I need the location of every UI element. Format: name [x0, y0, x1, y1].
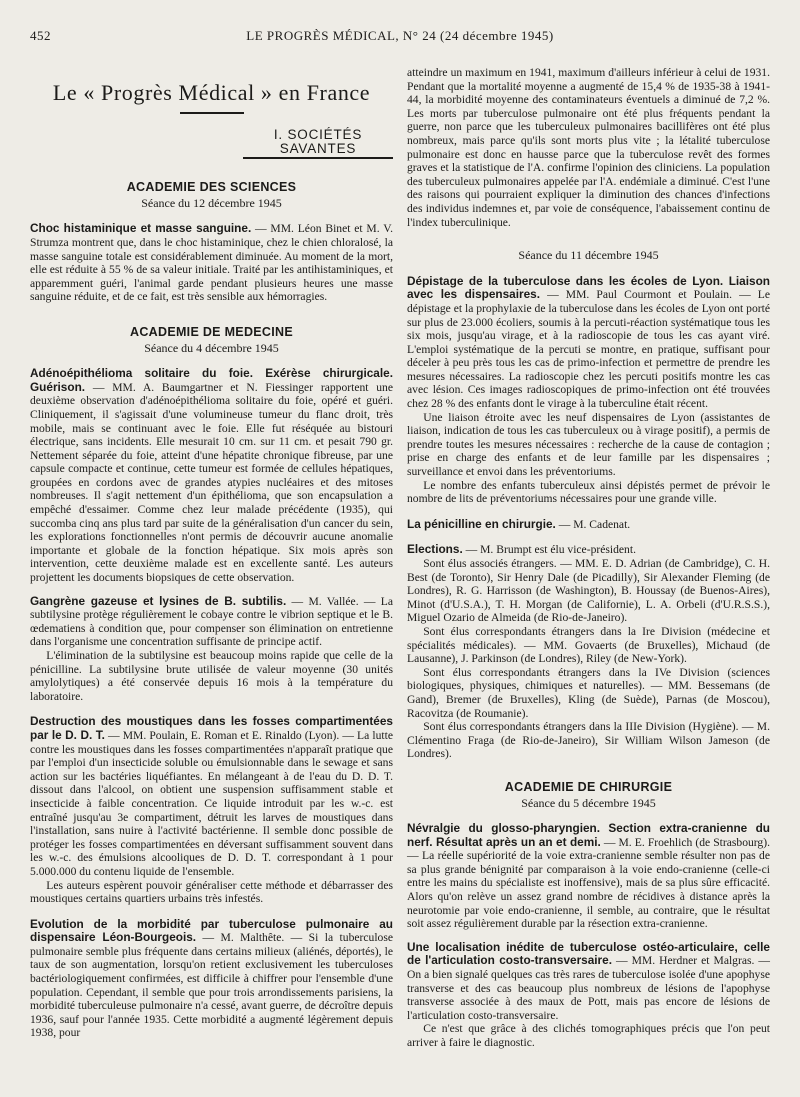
left-column — [30, 72, 393, 1040]
article-title: Destruction des moustiques dans les fosses compartimentées par le D. D. T. — [30, 714, 393, 742]
article-title: Dépistage de la tuberculose dans les écoles de Lyon. Liaison avec les dispensaires. — [407, 273, 770, 302]
article-title: Une localisation inédite de tuberculose ostéo-articulaire, celle de l'articulation costo-transversaire. — [407, 939, 770, 968]
academy-heading: ACADEMIE DE MEDECINE — [130, 324, 293, 339]
article-body: — M. Brumpt est élu vice-président. — [462, 543, 636, 557]
article — [407, 543, 770, 557]
masthead: Le « Progrès Médical » en France — [52, 80, 371, 105]
article — [407, 518, 770, 532]
article — [30, 222, 393, 304]
article-body: — MM. Poulain, E. Roman et E. Rinaldo (Lyon). — La lutte contre les moustiques dans les fosses compartimentées n'apparaît pratique que par l'emploi d'un insecticide soluble ou émulsionnable dans le sewage et sans action sur les bactéries liquéfiantes. En mélangeant à de l'eau du D. D. T. dissout dans l'alcool, on obtient une suspension suffisamment stable et insecticide à faible concentration. Ce liquide introduit par les w.-c. est entraîné jusqu'au 3e compartiment, détruit les larves de moustiques dans l'installation, sans nuire à l'activité bactérienne. Il semble donc possible de protéger les fosses compartimentées en déversant suffisamment souvent dans les w.-c. des émulsions alcooliques de D. D. T. correspondant à 1 pour 5.000.000 du contenu liquide de l'ensemble. — [30, 728, 393, 878]
article-paragraph: Ce n'est que grâce à des clichés tomographiques précis que l'on peut arriver à faire le diagnostic. — [407, 1022, 770, 1049]
article-paragraph: Sont élus correspondants étrangers dans la Ire Division (médecine et spécialités médicales). — MM. Govaerts (de Bruxelles), Michaud (de Lausanne), J. Parkinson (de Londres), Riley (de New-York). — [407, 624, 770, 666]
section-label: I. SOCIÉTÉS SAVANTES — [243, 128, 393, 159]
article-paragraph: Sont élus associés étrangers. — MM. E. D. Adrian (de Cambridge), C. H. Best (de Toronto), Sir Henry Dale (de Picadilly), Sir Alexander Fleming (de Londres), R. G. Harrisson (de Washington), B. Houssay (de Buenos-Aires), Minot (d'U.S.A.), T. H. Morgan (de Californie), L. A. Orbeli (d'U.R.S.S.), Miguel Ozario de Almeida (de Rio-de-Janeiro). — [407, 557, 770, 625]
journal-title: LE PROGRÈS MÉDICAL, N° 24 (24 décembre 1945) — [246, 28, 554, 43]
article — [407, 941, 770, 1023]
article-title: Gangrène gazeuse et lysines de B. subtilis. — [30, 593, 287, 608]
article-body: — M. Malthête. — Si la tuberculose pulmonaire semble plus fréquente dans certains milieux (aliénés, déportés), le taux de son augmentation, lorsqu'on retient exclusivement les tuberculoses bactériologiquement confirmées, est difficile à chiffrer pour l'ensemble d'une population. Cependant, il semble que pour trois arrondissements parisiens, la morbidité tuberculeuse pulmonaire n'a cessé, avant guerre, de décroître depuis 1936, sauf pour l'année 1935. Cette morbidité a augmenté légèrement depuis 1938, pour — [30, 931, 393, 1040]
article-body: — M. Vallée. — La subtilysine protège régulièrement le cobaye contre le vibrion septique et le B. œdematiens à condition que, pour compenser son élimination on entretienne dans l'organisme une concentration suffisante de principe actif. — [30, 594, 393, 649]
article-title: Choc histaminique et masse sanguine. — [30, 221, 252, 236]
article — [30, 367, 393, 585]
article-title: Evolution de la morbidité par tuberculose pulmonaire au dispensaire Léon-Bourgeois. — [30, 916, 393, 945]
article-body: — MM. Léon Binet et M. V. Strumza montrent que, dans le choc histaminique, chez le chien chloralosé, la masse sanguine totale est considérablement diminuée. Au moment de la mort, elle est réduite à 55 % de sa valeur initiale. Traité par les antihistaminiques, et apparemment guéri, l'animal garde pendant plusieurs heures une masse sanguine réduite, et de ce fait, est très sensible aux hémorragies. — [30, 222, 393, 304]
running-header — [30, 28, 770, 46]
article-title: Névralgie du glosso-pharyngien. Section extra-cranienne du nerf. Résultat après un an et demi. — [407, 821, 770, 849]
article-title: La pénicilline en chirurgie. — [407, 516, 556, 531]
article — [30, 918, 393, 1040]
page-number: 452 — [30, 28, 51, 43]
masthead-rule — [180, 112, 244, 114]
article — [407, 275, 770, 411]
article-body: — M. E. Froehlich (de Strasbourg). — La réelle supériorité de la voie extra-cranienne semble résulter non pas de sa plus grande bénignité par comparaison à la voie endo-cranienne (celle-ci entre les mains du spécialiste est inoffensive), mais de sa plus sûre efficacité. Alors qu'on relève un assez grand nombre de récidives à distance après la neurotomie par voie endo-cranienne, il semble, au contraire, que le résultat soit assez régulièrement durable par la résection extra-cranienne. — [407, 835, 770, 931]
article — [407, 822, 770, 931]
article — [30, 715, 393, 878]
academy-heading: ACADEMIE DES SCIENCES — [126, 180, 297, 195]
article-paragraph: Les auteurs espèrent pouvoir généraliser cette méthode et débarrasser des moustiques certains quartiers urbains très infestés. — [30, 878, 393, 906]
section-heading — [30, 128, 393, 159]
article-title: Adénoépithélioma solitaire du foie. Exérèse chirurgicale. Guérison. — [30, 366, 393, 394]
session-date: Séance du 5 décembre 1945 — [521, 795, 656, 810]
article-paragraph: Sont élus correspondants étrangers dans la IIIe Division (Hygiène). — M. Clémentino Fraga (de Rio-de-Janeiro), Sir William Wilson Jameson (de Londres). — [407, 720, 770, 761]
article-body: — M. Cadenat. — [555, 517, 631, 531]
article-title: Elections. — [407, 542, 463, 557]
article-paragraph: Une liaison étroite avec les neuf dispensaires de Lyon (assistantes de liaison, indication de tous les cas tuberculeux ou à virage positif), a permis de prendre toutes les mesures nécessaires : recherche de la cause de contagion ; prise en charge des enfants et de leur famille par les dispensaires ; surveillance et envoi dans les préventoriums. — [407, 410, 770, 479]
article-body: — MM. Herdner et Malgras. — On a bien signalé quelques cas très rares de tuberculose isolée d'une apophyse transverse et des cas beaucoup plus nombreux de lésions de l'apophyse transverse associée à des maux de Pott, mais pas encore de lésions de l'articulation costo-transversaire. — [407, 954, 770, 1022]
academy-heading: ACADEMIE DE CHIRURGIE — [504, 779, 673, 794]
article-continuation: atteindre un maximum en 1941, maximum d'ailleurs inférieur à celui de 1931. Pendant que la mortalité moyenne a augmenté de 15,4 % de 1935-38 à 1941-44, la morbidité moyenne des contaminateurs éventuels a diminué de 7,2 %. Les morts par tuberculose pulmonaire ont été plus fréquents pendant la guerre, non parce que les tuberculeux pulmonaires bacillifères ont été plus nombreux, mais parce qu'ils sont morts plus vite ; la létalité tuberculose pulmonaire est donc en hausse parce que la tuberculose revêt des formes graves et la statistique de l'A. confirme l'opinion des cliniciens. La population des tuberculeux pulmonaires appelée par l'A. endémiale a diminué. C'est l'une des raisons qui pourraient expliquer la diminution des chances d'infections des individus indemnes et, par voie de conséquence, l'abaissement continu de l'index tuberculinique. — [407, 66, 770, 229]
article — [30, 595, 393, 649]
session-date: Séance du 12 décembre 1945 — [141, 195, 282, 210]
right-column — [407, 66, 770, 1050]
article-paragraph: L'élimination de la subtilysine est beaucoup moins rapide que celle de la pénicilline. La subtilysine brute utilisée de valeur moyenne (30 unités amylolytiques) a été conservée depuis 16 mois à la température du laboratoire. — [30, 649, 393, 703]
article-paragraph: Le nombre des enfants tuberculeux ainsi dépistés permet de prévoir le nombre de lits de préventoriums nécessaires pour une grande ville. — [407, 478, 770, 506]
session-date: Séance du 4 décembre 1945 — [144, 340, 279, 355]
article-paragraph: Sont élus correspondants étrangers dans la IVe Division (sciences biologiques, physiques, chimiques et naturelles). — MM. Bessemans (de Gand), Bremer (de Bruxelles), Kling (de Suède), Parnas (de Moscou), Racovitza (de Roumanie). — [407, 665, 770, 720]
article-body: — MM. A. Baumgartner et N. Fiessinger rapportent une deuxième observation d'adénoépithélioma solitaire du foie, opéré et guéri. Cliniquement, il s'agissait d'une volumineuse tumeur du flanc droit, très mobile, mais se continuant avec le foie. Elle fut réséquée au bistouri électrique, sans incidents. Elle mesurait 10 cm. sur 11 cm. et pesait 790 gr. Nettement séparée du foie, atteint d'une hépatite chronique fibreuse, par une capsule compacte et continue, cette tumeur est formée de cellules hépatiques, groupées en cordons avec de grandes atypies nucléaires et des mitoses nombreuses. Il s'agit nettement d'un épithélioma, que son encapsulation a empêché d'essaimer. Comme chez leur malade précédente (1935), qui succomba cinq ans plus tard par suite de la généralisation d'un cancer du sein, les explorations fonctionnelles n'ont permis de découvrir aucune anomalie importante et globale de la fonction hépatique. Six mois après son intervention, cette deuxième malade est en excellente santé. Les auteurs projettent les documents biopsiques de cette observation. — [30, 380, 393, 585]
article-body: — MM. Paul Courmont et Poulain. — Le dépistage et la prophylaxie de la tuberculose dans les écoles de Lyon ont porté sur plus de 23.000 écoliers, soumis à la percuti-réaction systématique tous les six mois, jusqu'au virage, et à la radioscopie de tous les cas ayant viré. L'emploi systématique de la percuti se montre, en pratique, suffisant pour déceler à peu près tous les cas de primo-infection et permettre de prendre les mesures nécessaires. La radioscopie chez les percuti positifs montre les cas avec lésion. Ces images radioscopiques de primo-infection ont été trouvées chez 28 % des enfants dont le virage à la tuberculine était récent. — [407, 288, 770, 411]
session-date: Séance du 11 décembre 1945 — [518, 248, 659, 263]
